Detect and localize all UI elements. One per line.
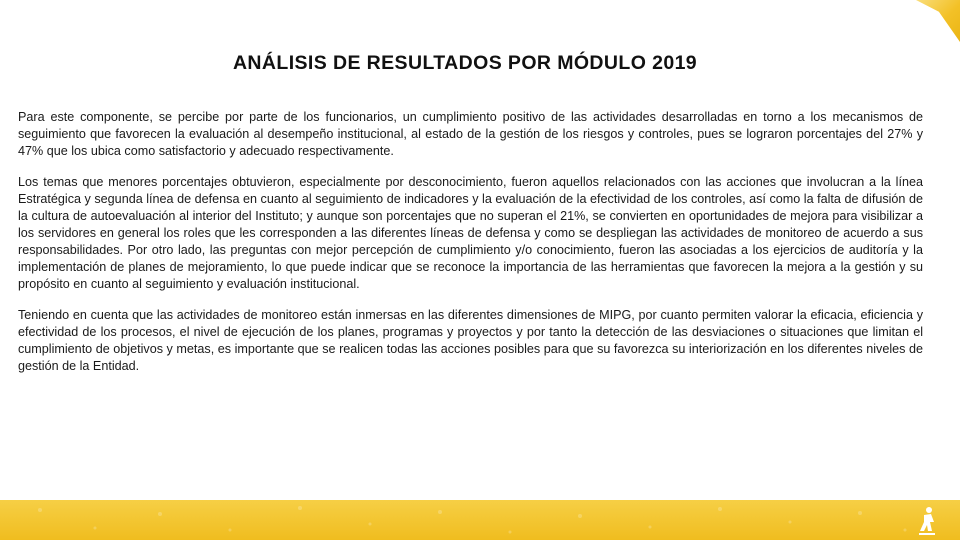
page-title: ANÁLISIS DE RESULTADOS POR MÓDULO 2019 — [232, 52, 698, 74]
body-text — [18, 109, 923, 389]
footer-texture — [0, 500, 960, 540]
paragraph: Para este componente, se percibe por parte de los funcionarios, un cumplimiento positivo de las actividades desarrolladas en torno a los mecanismos de seguimiento que favorecen la evaluación al desempeño institucional, al estado de la gestión de los riesgos y controles, pues se lograron porcentajes del 27% y 47% que los ubica como satisfactorio y adecuado respectivamente. — [18, 110, 923, 158]
institute-logo-icon — [914, 504, 940, 538]
corner-decoration — [916, 0, 960, 42]
paragraph: Los temas que menores porcentajes obtuvieron, especialmente por desconocimiento, fueron aquellos relacionados con las acciones que involucran a la línea Estratégica y segunda línea de defensa en cuanto al seguimiento de indicadores y la evaluación de la efectividad de los controles, así como la falta de difusión de la cultura de autoevaluación al interior del Instituto; y aunque son porcentajes que no superan el 21%, se convierten en oportunidades de mejora para visibilizar a los servidores en general los roles que les corresponden a las diferentes líneas de defensa y como se despliegan las actividades de monitoreo de acuerdo a sus responsabilidades. Por otro lado, las preguntas con mejor percepción de cumplimiento y/o conocimiento, fueron las asociadas a los ejercicios de auditoría y la implementación de planes de mejoramiento, lo que puede indicar que se reconoce la importancia de las herramientas que favorecen la mejora a la gestión y su propósito en cuanto al seguimiento y evaluación institucional. — [18, 175, 923, 291]
paragraph: Teniendo en cuenta que las actividades de monitoreo están inmersas en las diferentes dimensiones de MIPG, por cuanto permiten valorar la eficacia, eficiencia y efectividad de los procesos, el nivel de ejecución de los planes, programas y proyectos y por tanto la detección de las desviaciones o situaciones que limitan el cumplimiento de objetivos y metas, es importante que se realicen todas las acciones posibles para que su favorezca su interiorización en los diferentes niveles de gestión de la Entidad. — [18, 308, 923, 373]
